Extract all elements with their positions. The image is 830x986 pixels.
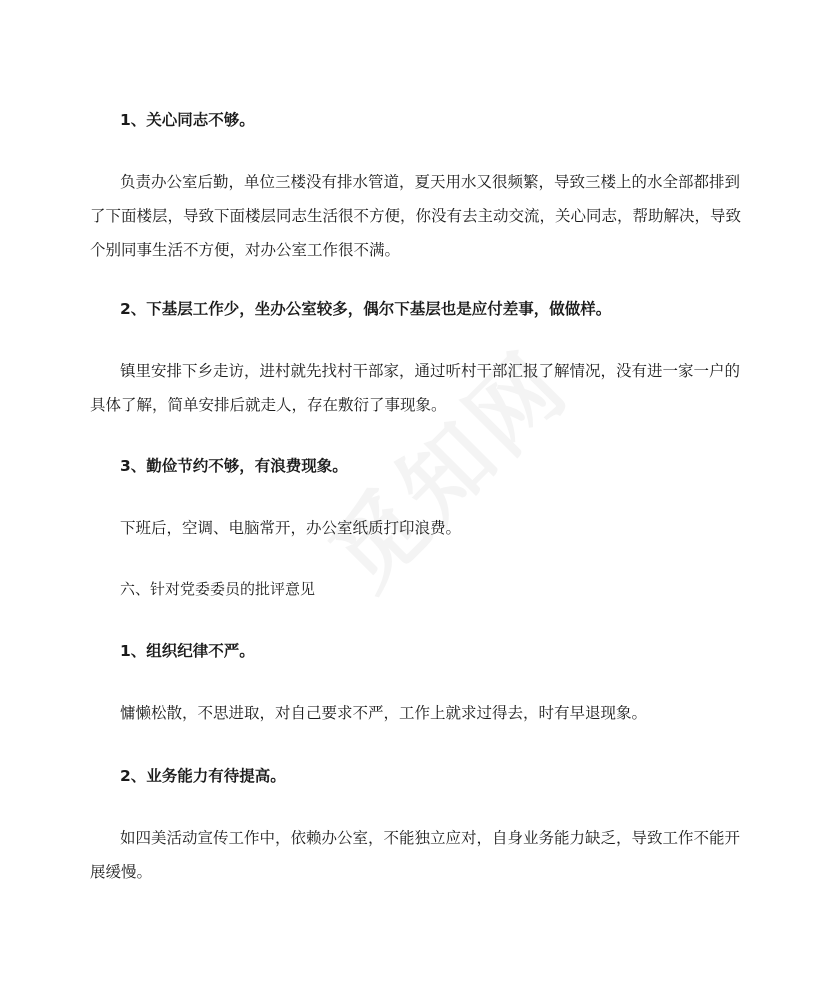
item-2-paragraph: 镇里安排下乡走访，进村就先找村干部家，通过听村干部汇报了解情况，没有进一家一户的具体了解，简单安排后就走人，存在敷衍了事现象。 xyxy=(90,362,741,414)
section-item-2-heading: 2、业务能力有待提高。 xyxy=(120,767,286,785)
section-item-2-paragraph: 如四美活动宣传工作中，依赖办公室，不能独立应对，自身业务能力缺乏，导致工作不能开展缓慢。 xyxy=(90,829,741,881)
section-item-1-paragraph: 慵懒松散，不思进取，对自己要求不严，工作上就求过得去，时有早退现象。 xyxy=(120,704,648,722)
item-1-heading: 1、关心同志不够。 xyxy=(120,111,255,129)
item-1-paragraph: 负责办公室后勤，单位三楼没有排水管道，夏天用水又很频繁，导致三楼上的水全部都排到了下面楼层，导致下面楼层同志生活很不方便，你没有去主动交流，关心同志，帮助解决，导致个别同事生活不方便，对办公室工作很不满。 xyxy=(90,173,742,259)
item-2-heading: 2、下基层工作少，坐办公室较多，偶尔下基层也是应付差事，做做样。 xyxy=(120,300,612,318)
section-title: 六、针对党委委员的批评意见 xyxy=(120,580,316,598)
item-3-paragraph: 下班后，空调、电脑常开，办公室纸质打印浪费。 xyxy=(120,519,462,537)
section-item-1-heading: 1、组织纪律不严。 xyxy=(120,642,255,660)
item-3-heading: 3、勤俭节约不够，有浪费现象。 xyxy=(120,457,348,475)
